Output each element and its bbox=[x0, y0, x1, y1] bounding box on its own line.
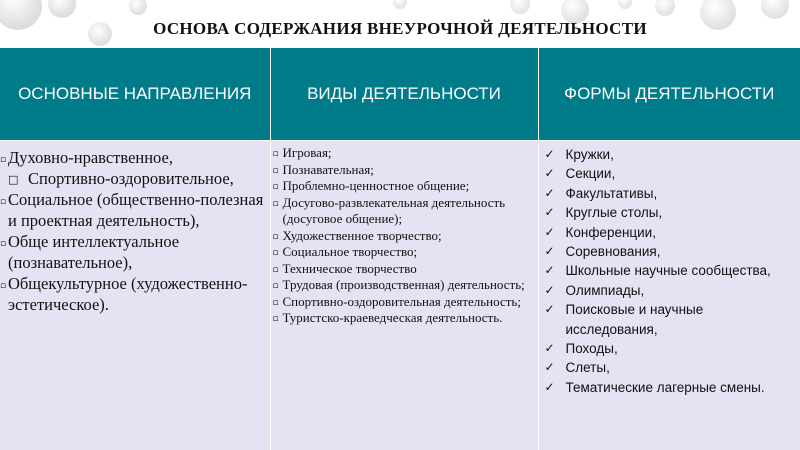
list-item: ▫ Трудовая (производственная) деятельность; bbox=[271, 277, 534, 294]
activity-forms-cell bbox=[538, 141, 800, 450]
check-mark-icon: ✓ bbox=[544, 379, 555, 394]
table-body-row bbox=[0, 141, 800, 450]
square-bullet-icon: ▫ bbox=[0, 155, 7, 165]
list-item: ✓ Тематические лагерные смены. bbox=[539, 378, 797, 397]
activity-forms-list bbox=[539, 141, 800, 397]
list-item: ▫ Досугово-развлекательная деятельность (досуговое общение); bbox=[272, 194, 506, 226]
list-item: ✓ Походы, bbox=[539, 339, 797, 358]
list-item: ✓ Олимпиады, bbox=[539, 281, 797, 300]
list-item: ▫ Духовно-нравственное, bbox=[0, 147, 266, 168]
list-item: ▫ Техническое творчество bbox=[271, 261, 534, 278]
list-item: ✓ Кружки, bbox=[539, 145, 797, 164]
content-table bbox=[0, 48, 800, 450]
check-mark-icon: ✓ bbox=[544, 244, 555, 259]
list-item: ▫ Игровая; bbox=[271, 145, 534, 162]
square-bullet-icon: ▫ bbox=[272, 231, 279, 242]
list-item: ✓ Секции, bbox=[539, 164, 797, 183]
list-item: ▫ Обще интеллектуальное (познавательное), bbox=[0, 232, 180, 272]
list-item: ▫ Спортивно-оздоровительная деятельность; bbox=[271, 294, 534, 311]
square-bullet-icon: ▫ bbox=[272, 314, 279, 324]
check-mark-icon: ✓ bbox=[544, 205, 555, 220]
bubble-shape bbox=[393, 0, 407, 9]
check-mark-icon: ✓ bbox=[544, 224, 555, 239]
list-item: ▫ Общекультурное (художественно-эстетическое). bbox=[0, 274, 248, 314]
square-bullet-icon: ▫ bbox=[272, 248, 279, 258]
square-bullet-icon: ▫ bbox=[0, 197, 7, 207]
list-item: ▫ Познавательная; bbox=[271, 162, 534, 179]
square-bullet-icon: ▫ bbox=[272, 165, 279, 176]
check-mark-icon: ✓ bbox=[544, 166, 555, 181]
square-bullet-icon: ▫ bbox=[0, 281, 7, 291]
list-item: ▫ Художественное творчество; bbox=[271, 228, 534, 245]
check-mark-icon: ✓ bbox=[544, 147, 555, 161]
header-activity-forms: ФОРМЫ ДЕЯТЕЛЬНОСТИ bbox=[538, 48, 800, 141]
list-item: □ Спортивно-оздоровительное, bbox=[8, 169, 234, 188]
bubble-shape bbox=[655, 0, 675, 16]
activity-types-cell bbox=[270, 141, 538, 450]
bubble-shape bbox=[618, 0, 632, 9]
bubble-shape bbox=[510, 0, 530, 14]
header-directions: ОСНОВНЫЕ НАПРАВЛЕНИЯ bbox=[0, 48, 270, 141]
table-header-row bbox=[0, 48, 800, 141]
check-mark-icon: ✓ bbox=[544, 341, 555, 356]
page-title: ОСНОВА СОДЕРЖАНИЯ ВНЕУРОЧНОЙ ДЕЯТЕЛЬНОСТИ bbox=[153, 19, 647, 38]
list-item: ▫ Социальное творчество; bbox=[271, 244, 534, 261]
activity-types-list bbox=[271, 141, 538, 327]
square-bullet-icon: ▫ bbox=[272, 182, 279, 192]
check-mark-icon: ✓ bbox=[544, 360, 555, 375]
square-bullet-icon: ▫ bbox=[272, 149, 279, 159]
list-item: ✓ Соревнования, bbox=[539, 242, 797, 261]
square-bullet-icon: ▫ bbox=[272, 281, 279, 291]
list-item: ✓ Круглые столы, bbox=[539, 203, 797, 222]
square-bullet-icon: ▫ bbox=[0, 239, 7, 249]
list-item: ▫ Туристско-краеведческая деятельность. bbox=[271, 310, 534, 327]
square-bullet-icon: ▫ bbox=[272, 264, 279, 275]
bubble-shape bbox=[48, 0, 76, 18]
check-mark-icon: ✓ bbox=[544, 185, 555, 200]
check-mark-icon: ✓ bbox=[544, 263, 555, 278]
list-item: ▫ Социальное (общественно-полезная и проектная деятельность), bbox=[0, 190, 264, 230]
square-bullet-icon: ▫ bbox=[272, 198, 279, 209]
list-item: ✓ Факультативы, bbox=[539, 184, 797, 203]
bubble-shape bbox=[761, 0, 789, 19]
list-item: ✓ Конференции, bbox=[539, 223, 797, 242]
list-item: ✓ Слеты, bbox=[539, 358, 797, 377]
list-item: ✓ Поисковые и научные исследования, bbox=[544, 302, 704, 337]
list-item: ✓ Школьные научные сообщества, bbox=[539, 261, 797, 280]
header-activity-types: ВИДЫ ДЕЯТЕЛЬНОСТИ bbox=[270, 48, 538, 141]
directions-cell bbox=[0, 141, 270, 450]
square-bullet-icon: ▫ bbox=[272, 297, 279, 308]
check-mark-icon: ✓ bbox=[544, 282, 555, 297]
bubble-shape bbox=[129, 0, 147, 15]
list-item: ▫ Проблемно-ценностное общение; bbox=[271, 178, 534, 195]
square-bullet-icon: □ bbox=[8, 173, 19, 186]
check-mark-icon: ✓ bbox=[544, 302, 555, 317]
directions-list bbox=[0, 141, 270, 315]
